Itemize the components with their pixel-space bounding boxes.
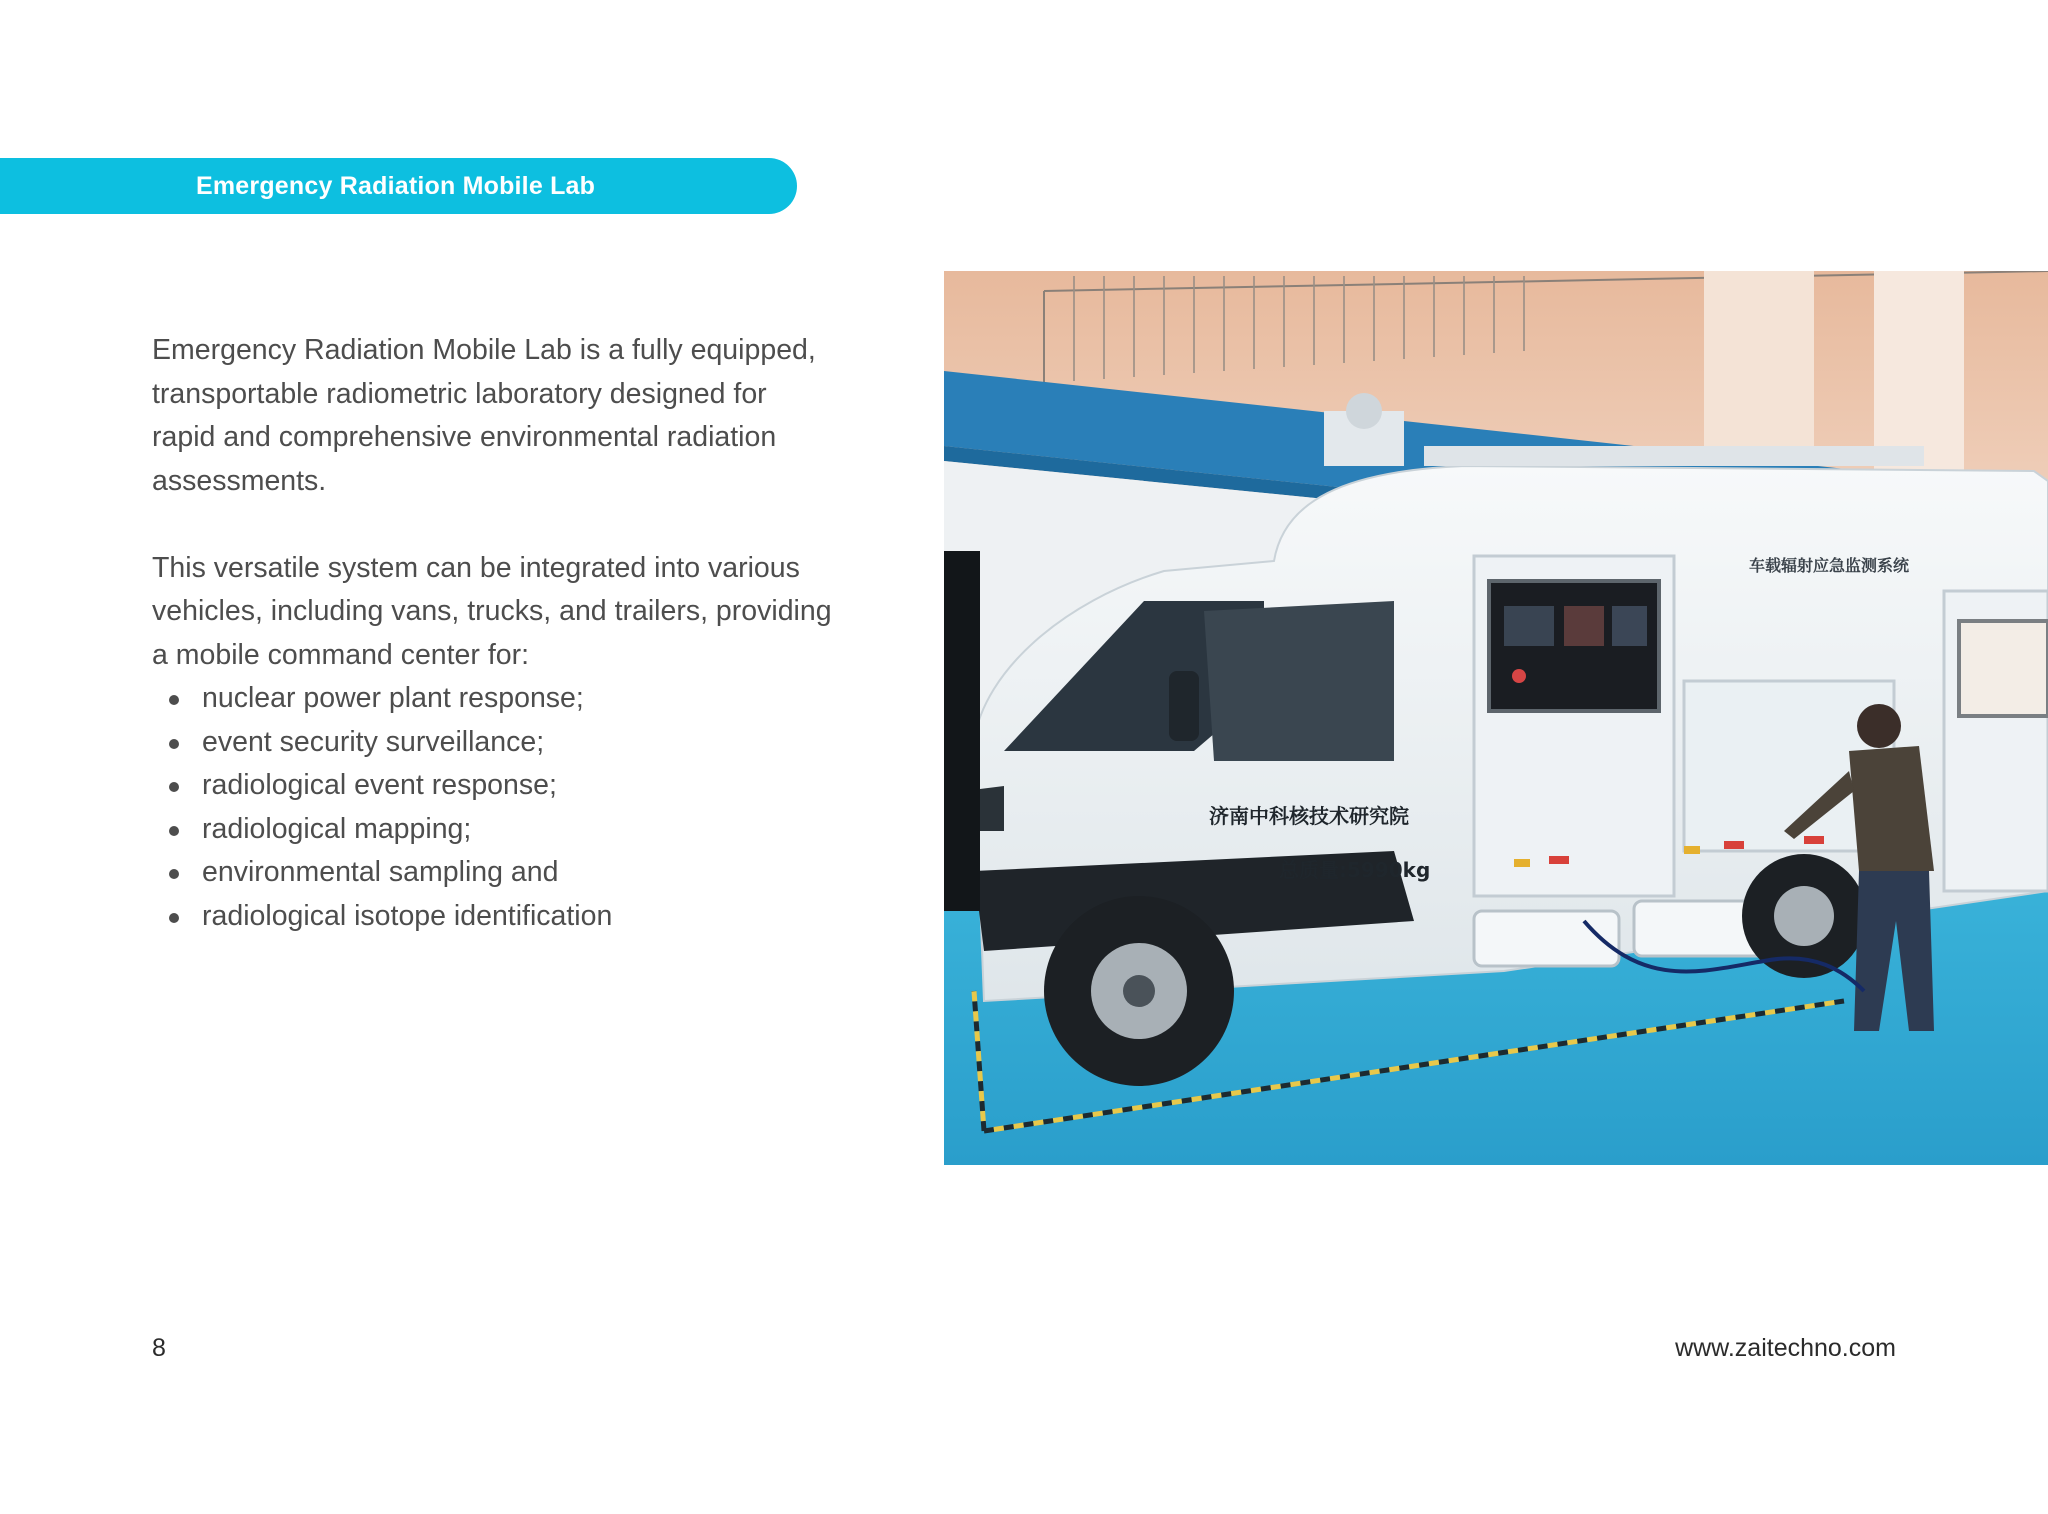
van-lettering-system: 车载辐射应急监测系统 [1749,556,1910,575]
use-case-list [152,677,832,938]
list-item: radiological isotope identification [152,895,832,939]
list-item: nuclear power plant response; [152,677,832,721]
intro-paragraph: Emergency Radiation Mobile Lab is a fully equipped, transportable radiometric laboratory designed for rapid and comprehensive environmental radiation assessments. [152,334,816,497]
mobile-lab-photo [944,271,2048,1165]
page-number: 8 [152,1334,166,1362]
body-text [152,329,832,938]
list-item: event security surveillance; [152,721,832,765]
list-item: radiological mapping; [152,808,832,852]
list-item: environmental sampling and [152,851,832,895]
van-lettering-weight: 总质量:5990kg [1279,858,1431,882]
title-banner [0,158,797,214]
website-url[interactable]: www.zaitechno.com [1675,1334,1896,1362]
van-lettering-org: 济南中科核技术研究院 [1209,804,1409,828]
list-item: radiological event response; [152,764,832,808]
page-title: Emergency Radiation Mobile Lab [196,172,596,200]
lead-paragraph: This versatile system can be integrated into various vehicles, including vans, trucks, and trailers, providing a mobile command center for: [152,551,832,671]
